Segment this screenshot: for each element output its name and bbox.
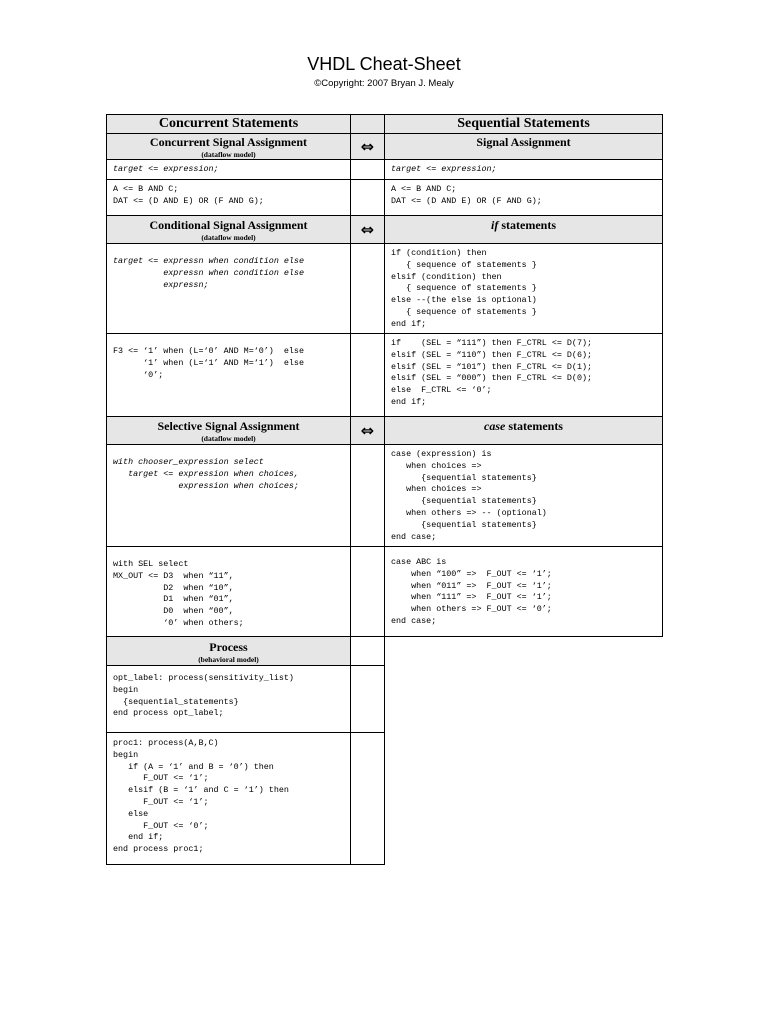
middle-cell [350,159,385,180]
middle-cell [350,444,385,547]
column-header-spacer [350,114,385,134]
middle-cell [350,546,385,637]
page-title: VHDL Cheat-Sheet [307,54,461,74]
code-selective-example: with SEL select MX_OUT <= D3 when “11”, D2 when “10”, D1 when “01”, D0 when “00”, ‘0’ when others; [106,546,351,637]
code-if-example: if (SEL = “111”) then F_CTRL <= D(7); elsif (SEL = “110”) then F_CTRL <= D(6); elsif (SEL = “101”) then F_CTRL <= D(1); elsif (SEL = “000”) then F_CTRL <= D(0); else F_CTRL <= ‘0’; end if; [384,333,663,417]
column-header-concurrent: Concurrent Statements [106,114,351,134]
code-signal-example: A <= B AND C; DAT <= (D AND E) OR (F AND G); [384,179,663,216]
equivalence-arrow-icon: ⇔ [350,215,385,244]
equivalence-arrow-icon: ⇔ [350,133,385,160]
middle-cell [350,636,385,666]
code-concurrent-signal-example: A <= B AND C; DAT <= (D AND E) OR (F AND G); [106,179,351,216]
equivalence-arrow-icon: ⇔ [350,416,385,445]
section-signal-assignment: Signal Assignment [384,133,663,160]
section-process: Process (behavioral model) [106,636,351,666]
section-conditional-signal-assignment: Conditional Signal Assignment (dataflow model) [106,215,351,244]
middle-cell [350,333,385,417]
middle-cell [350,665,385,733]
code-case-syntax: case (expression) is when choices => {sequential statements} when choices => {sequential statements} when others => -- (optional) {sequential statements} end case; [384,444,663,547]
code-process-example: proc1: process(A,B,C) begin if (A = ‘1’ and B = ‘0’) then F_OUT <= ‘1’; elsif (B = ‘1’ and C = ‘1’) then F_OUT <= ‘1’; else F_OUT <= ‘0’; end if; end process proc1; [106,732,351,865]
middle-cell [350,243,385,334]
middle-cell [350,179,385,216]
column-header-sequential: Sequential Statements [384,114,663,134]
code-process-syntax: opt_label: process(sensitivity_list) begin {sequential_statements} end process opt_label; [106,665,351,733]
section-selective-signal-assignment: Selective Signal Assignment (dataflow model) [106,416,351,445]
code-signal-syntax: target <= expression; [384,159,663,180]
code-concurrent-signal-syntax: target <= expression; [106,159,351,180]
copyright-line: ©Copyright: 2007 Bryan J. Mealy [314,78,454,89]
section-case-statements: case statements [384,416,663,445]
section-if-statements: if statements [384,215,663,244]
section-concurrent-signal-assignment: Concurrent Signal Assignment (dataflow model) [106,133,351,160]
code-if-syntax: if (condition) then { sequence of statements } elsif (condition) then { sequence of statements } else --(the else is optional) { sequence of statements } end if; [384,243,663,334]
code-conditional-example: F3 <= ‘1’ when (L=‘0’ AND M=‘0’) else ‘1’ when (L=‘1’ AND M=‘1’) else ‘0’; [106,333,351,417]
code-selective-syntax: with chooser_expression select target <= expression when choices, expression when choices; [106,444,351,547]
code-conditional-syntax: target <= expressn when condition else expressn when condition else expressn; [106,243,351,334]
middle-cell [350,732,385,865]
code-case-example: case ABC is when “100” => F_OUT <= ‘1’; when “011” => F_OUT <= ‘1’; when “111” => F_OUT <= ‘1’; when others => F_OUT <= ‘0’; end case; [384,546,663,637]
